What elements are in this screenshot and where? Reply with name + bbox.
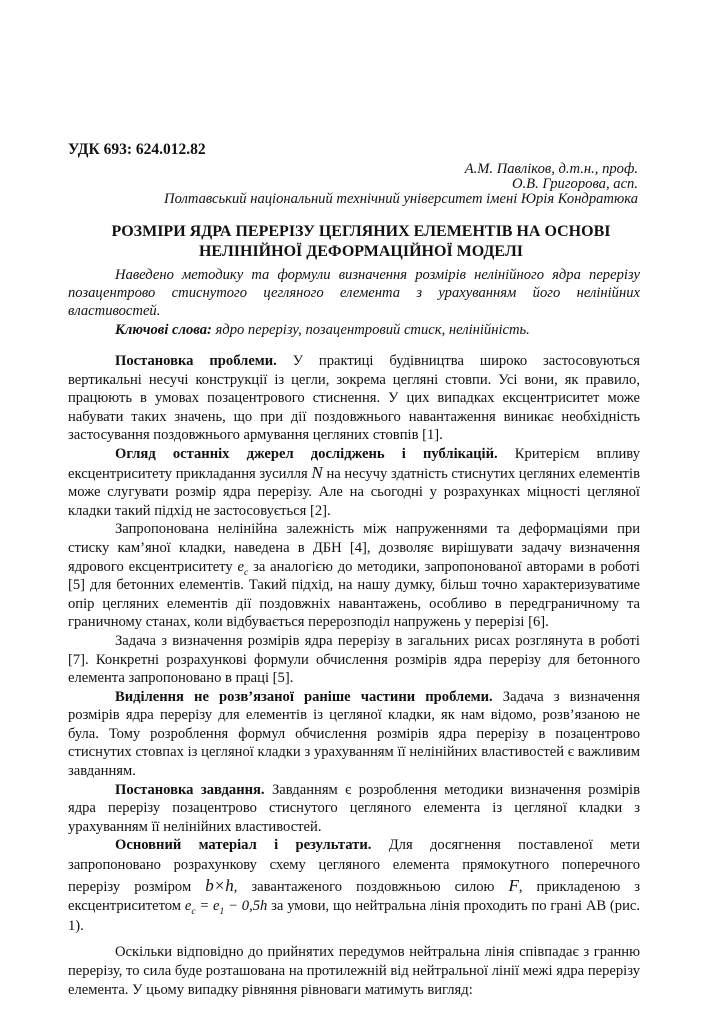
subscript-1: 1 <box>219 907 225 918</box>
symbol-e: e <box>237 558 244 575</box>
abstract <box>68 266 640 320</box>
paragraph-text: , завантаженого поздовжньою силою <box>233 878 509 895</box>
formula-part: = e <box>195 898 220 915</box>
subscript-c: c <box>244 567 249 578</box>
subscript-c: c <box>191 907 196 918</box>
keywords-text: ядро перерізу, позацентровий стиск, нелінійність. <box>211 322 530 338</box>
paragraph-text: Критерієм впливу ексцентриситету прикладання зусилля <box>68 445 640 482</box>
paragraph-text: Завданням є розроблення методики визначення розмірів ядра перерізу позацентрово стиснутого цегляного елемента із цегляної кладки з урахуванням її нелінійних властивостей. <box>68 781 640 835</box>
paragraph-text: Задача з визначення розмірів ядра перерізу в загальних рисах розглянута в роботі [7]. Конкретні розрахункові формули обчислення розмірів ядра перерізу для бетонного елемента запропоновано в праці [5]. <box>68 632 640 687</box>
title-line-2: НЕЛІНІЙНОЇ ДЕФОРМАЦІЙНОЇ МОДЕЛІ <box>198 243 524 260</box>
paragraph-task-general <box>68 632 640 688</box>
heading-objective: Постановка завдання. <box>115 781 265 798</box>
author-affiliation: Полтавський національний технічний університет імені Юрія Кондратюка <box>164 191 638 207</box>
paragraph-unsolved <box>68 688 640 781</box>
symbol-ec <box>237 558 249 578</box>
formula-part: − 0,5h <box>224 898 268 915</box>
symbol-F: F <box>508 875 519 895</box>
udc-code: УДК 693: 624.012.82 <box>68 141 206 158</box>
paragraph-text: Оскільки відповідно до прийнятих передумов нейтральна лінія співпадає з гранню перерізу, то сила буде розташована на протилежній від нейтральної лінії межі ядра перерізу елемента. У цьому випадку рівняння рівноваги матимуть вигляд: <box>68 944 640 998</box>
heading-review: Огляд останніх джерел досліджень і публікацій. <box>115 445 498 462</box>
title-line-1: РОЗМІРИ ЯДРА ПЕРЕРІЗУ ЦЕГЛЯНИХ ЕЛЕМЕНТІВ НА ОСНОВІ <box>111 223 611 240</box>
heading-main: Основний матеріал і результати. <box>115 837 372 854</box>
heading-problem: Постановка проблеми. <box>115 353 277 369</box>
paragraph-text: за аналогією до методики, запропонованої авторами в роботі [5] для бетонних елементів. Такий підхід, на нашу думку, більш точно характеризуватиме опір цегляних елементів дії поздовжніх навантажень, особливо в передграничному та граничному станах, коли відбувається перерозподіл напружень у перерізі [6]. <box>68 558 640 631</box>
symbol-e: e <box>184 898 192 915</box>
paragraph-text: на несучу здатність стиснутих цегляних елементів може слугувати розмір ядра перерізу. Але на сьогодні у розрахунках міцності цегляної кладки такий підхід не застосовується [2]. <box>68 465 640 519</box>
paragraph-text: Задача з визначення розмірів ядра перерізу для елементів із цегляної кладки, як нам відомо, розв’язаною не була. Тому розроблення формул обчислення розмірів ядра перерізу в позацентрово стиснутих стовпах із цегляної кладки з урахуванням її нелінійних властивостей є важливим завданням. <box>68 688 640 780</box>
paragraph-text: У практиці будівництва широко застосовуються вертикальні несучі конструкції із цегли, зокрема цегляні стовпи. Усі вони, як правило, працюють в умовах позацентрового стиснення. У цих випадках ексцентриситет може набувати таких значень, що при дії поздовжнього навантаження виникає необхідність застосування поздовжнього армування цегляних стовпів [1]. <box>68 353 640 444</box>
paragraph-equilibrium <box>68 943 640 999</box>
author-pavlikov: А.М. Павліков, д.т.н., проф. <box>464 161 638 177</box>
keywords-label: Ключові слова: <box>115 322 212 338</box>
paragraph-main <box>68 836 640 936</box>
paper-body <box>68 352 640 999</box>
paragraph-nonlinear <box>68 520 640 632</box>
abstract-text: Наведено методику та формули визначення розмірів нелінійного ядра перерізу позацентрово стиснутого цегляного елемента з урахуванням його нелінійних властивостей. <box>68 267 640 319</box>
heading-unsolved: Виділення не розв’язаної раніше частини проблеми. <box>115 688 493 705</box>
symbol-N: N <box>311 462 323 482</box>
paragraph-text: Запропонована нелінійна залежність між напруженнями та деформаціями при стиску кам’яної кладки, наведена в ДБН [4], дозволяє вирішувати задачу визначення ядрового ексцентриситету <box>68 521 640 575</box>
paragraph-review <box>68 445 640 520</box>
paragraph-text: за умови, що нейтральна лінія проходить по грані АВ (рис. 1). <box>68 898 641 934</box>
keywords <box>68 321 640 340</box>
paragraph-objective <box>68 781 640 837</box>
paper-title <box>68 222 654 262</box>
paragraph-problem <box>68 352 640 445</box>
paragraph-text: , прикладеною з ексцентриситетом <box>68 878 641 915</box>
paragraph-text: Для досягнення поставленої мети запропоновано розрахункову схему цегляного елемента прямокутного поперечного перерізу розміром <box>68 837 640 895</box>
formula-bxh: b×h <box>205 875 234 895</box>
author-grygorova: О.В. Григорова, асп. <box>511 176 638 192</box>
formula-ec <box>184 898 268 918</box>
